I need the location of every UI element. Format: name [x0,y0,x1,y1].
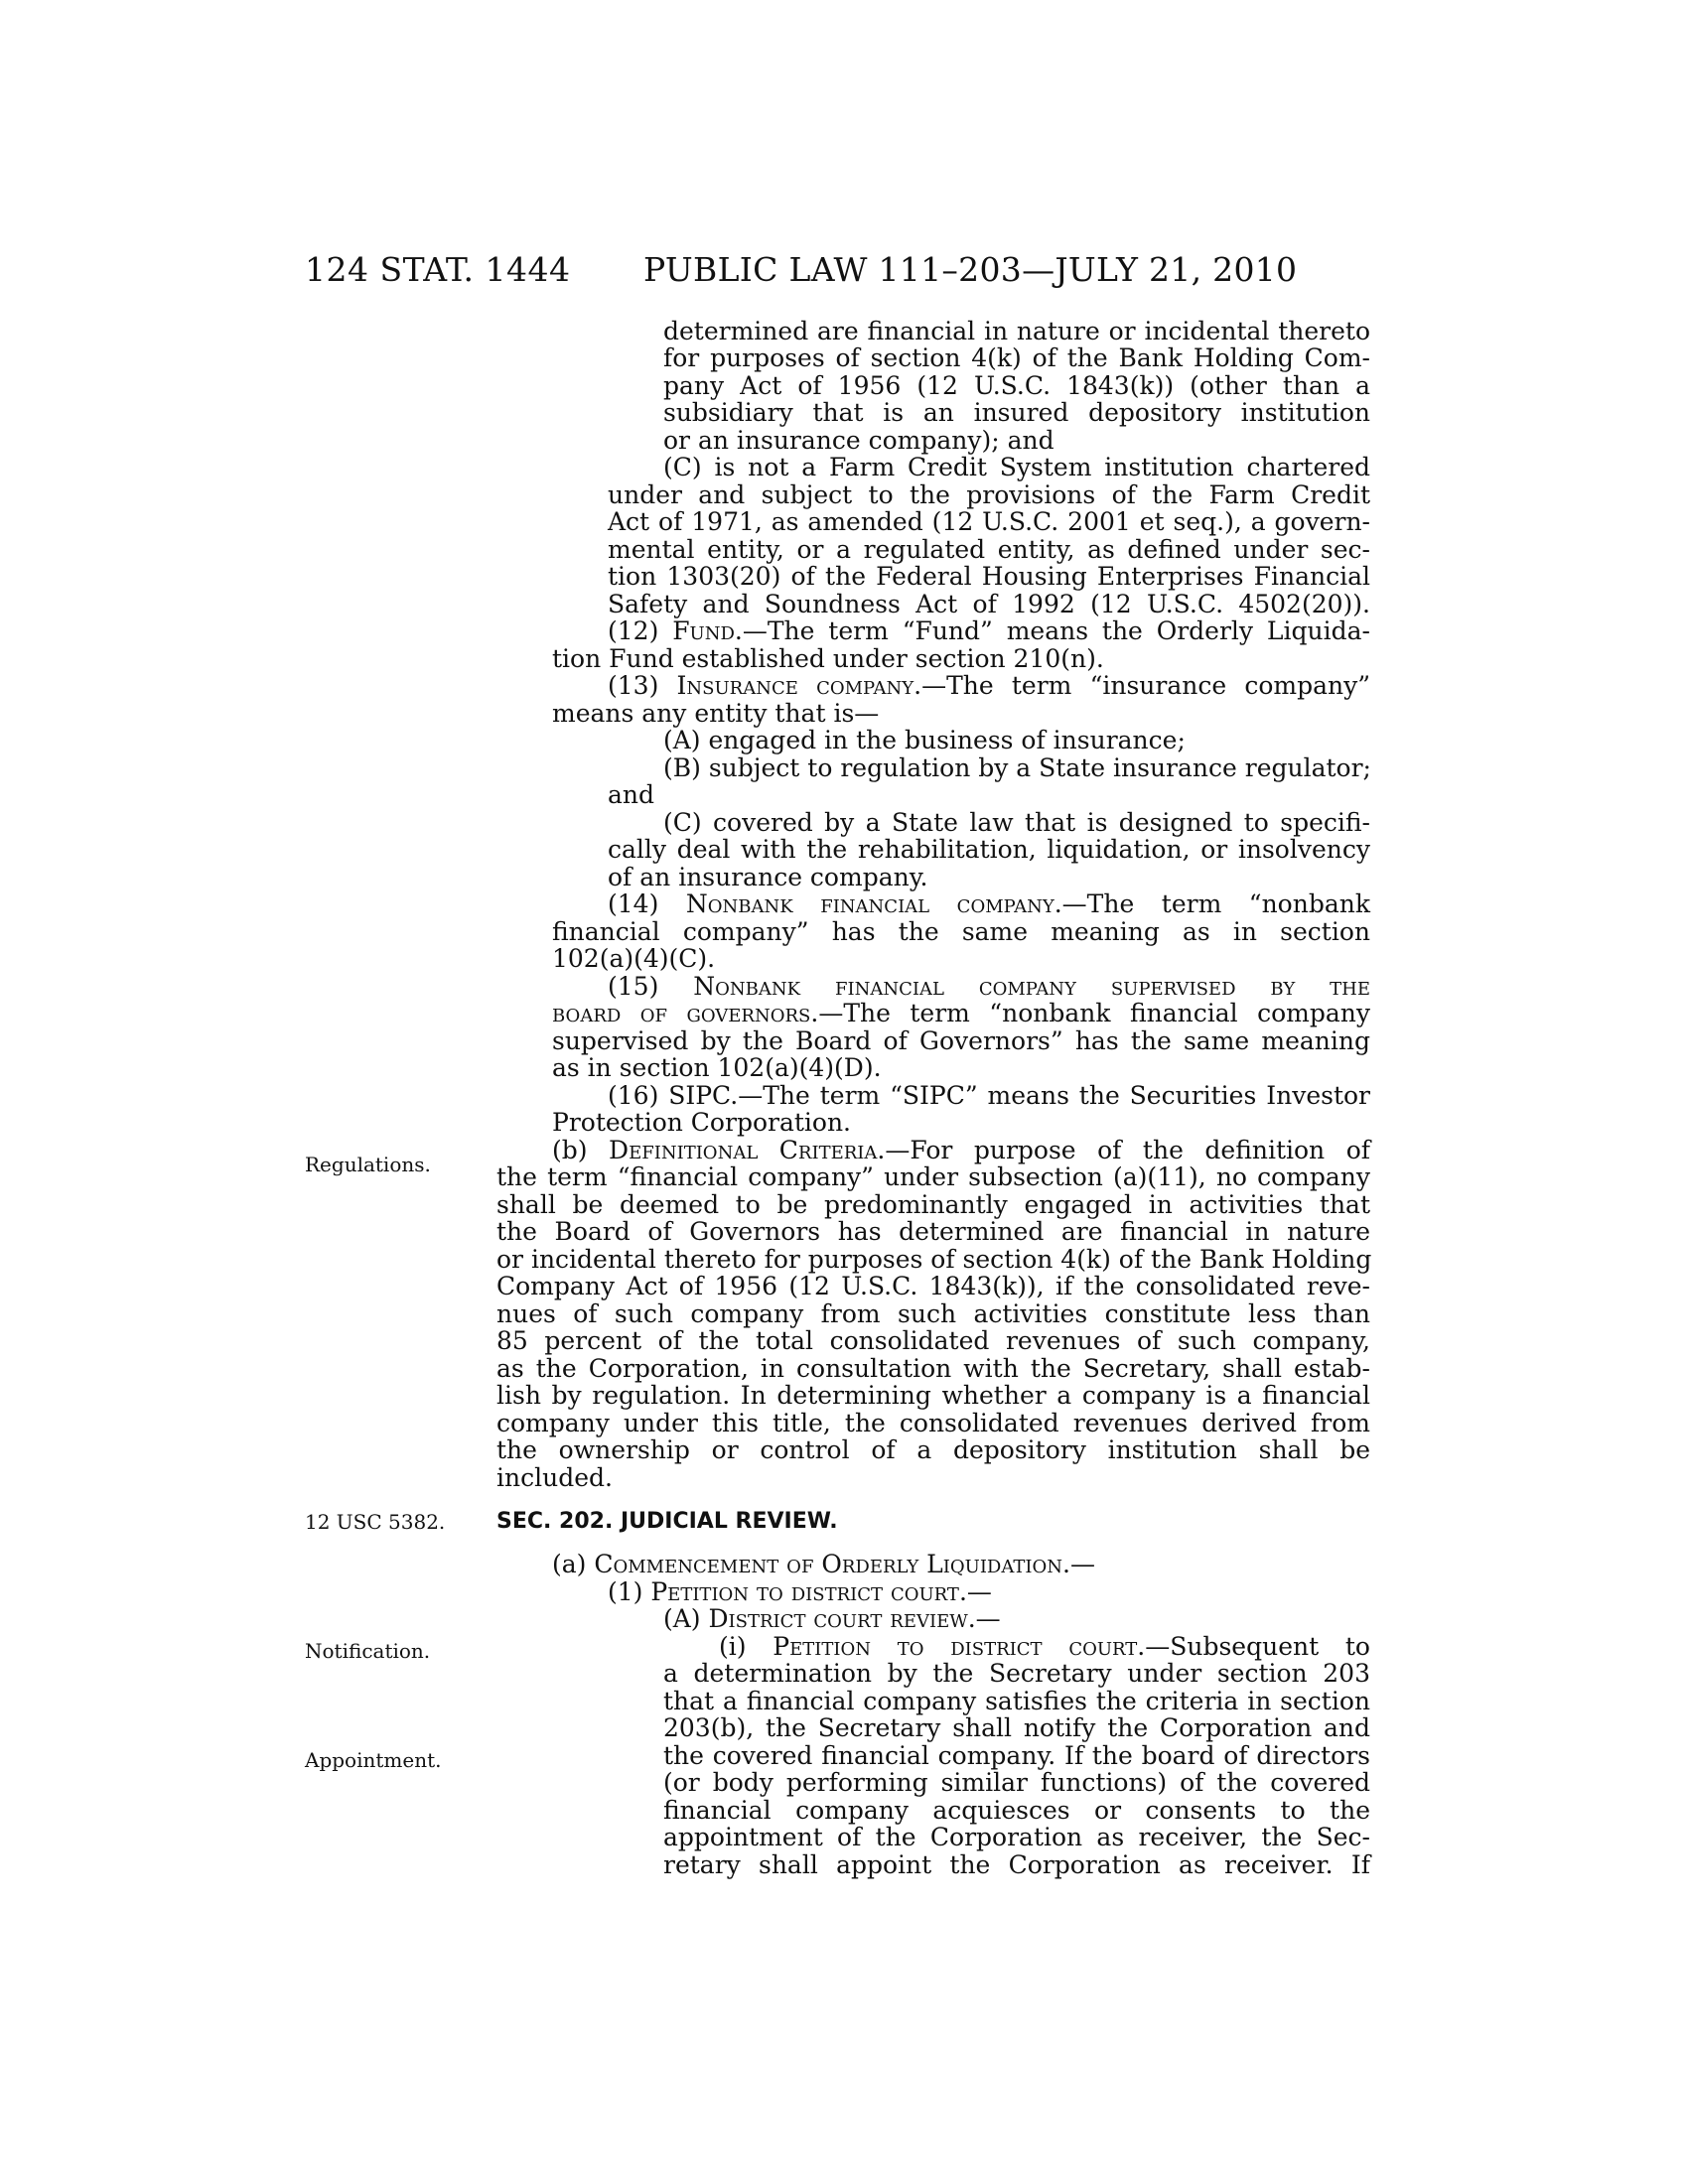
body-line: Protection Corporation. [552,1108,851,1137]
body-line: that a financial company satisfies the criteria in section [663,1687,1370,1715]
body-line: or incidental thereto for purposes of section 4(k) of the Bank Holding [496,1245,1372,1274]
definition-15: (15) Nonbank financial company supervised by the [608,972,1370,1001]
body-line: included. [496,1463,613,1492]
body-line: appointment of the Corporation as receiver, the Sec- [663,1823,1370,1851]
body-line: company under this title, the consolidated revenues derived from [496,1409,1370,1437]
subparagraph-a-heading: (A) District court review.— [663,1604,1001,1633]
body-line: or an insurance company); and [663,426,1055,455]
body-line: Company Act of 1956 (12 U.S.C. 1843(k)), if the consolidated reve- [496,1272,1370,1300]
running-head-title: PUBLIC LAW 111–203—JULY 21, 2010 [643,250,1298,289]
body-line: Safety and Soundness Act of 1992 (12 U.S.C. 4502(20)). [608,590,1370,618]
paragraph-1-heading: (1) Petition to district court.— [608,1577,992,1606]
body-line: mental entity, or a regulated entity, as defined under sec- [608,535,1370,564]
margin-note-regulations: Regulations. [305,1153,431,1176]
margin-note-appointment: Appointment. [305,1748,442,1772]
page-stat-number: 124 STAT. 1444 [305,250,571,289]
body-line: 85 percent of the total consolidated revenues of such company, [496,1326,1370,1355]
body-line: financial company acquiesces or consents to the [663,1796,1370,1825]
body-line: (C) is not a Farm Credit System institution chartered [663,453,1370,481]
body-line: (A) engaged in the business of insurance; [663,726,1186,754]
body-line: means any entity that is— [552,699,880,728]
body-line: the Board of Governors has determined are financial in nature [496,1217,1370,1246]
body-line: the covered financial company. If the board of directors [663,1741,1370,1770]
body-line: the term “financial company” under subsection (a)(11), no company [496,1162,1370,1191]
body-line: shall be deemed to be predominantly engaged in activities that [496,1190,1370,1219]
body-line: Act of 1971, as amended (12 U.S.C. 2001 et seq.), a govern- [608,507,1370,536]
margin-note-notification: Notification. [305,1639,431,1663]
body-line: lish by regulation. In determining whether a company is a financial [496,1381,1370,1410]
body-line: tion Fund established under section 210(n). [552,644,1104,673]
clause-i-heading: (i) Petition to district court.—Subsequent to [719,1632,1370,1661]
definition-12: (12) Fund.—The term “Fund” means the Orderly Liquida- [608,616,1370,645]
body-line: financial company” has the same meaning as in section [552,917,1370,946]
body-line: supervised by the Board of Governors” has the same meaning [552,1026,1370,1055]
body-line: 102(a)(4)(C). [552,944,716,973]
body-line: determined are financial in nature or incidental thereto [663,317,1370,345]
body-line: subsidiary that is an insured depository institution [663,398,1370,427]
body-line: for purposes of section 4(k) of the Bank Holding Com- [663,343,1370,372]
body-line: pany Act of 1956 (12 U.S.C. 1843(k)) (other than a [663,371,1370,400]
body-line: a determination by the Secretary under section 203 [663,1659,1370,1688]
body-line: (C) covered by a State law that is designed to specifi- [663,808,1370,837]
body-line: nues of such company from such activities constitute less than [496,1299,1370,1328]
body-line: tion 1303(20) of the Federal Housing Enterprises Financial [608,562,1370,591]
definition-13: (13) Insurance company.—The term “insurance company” [608,671,1371,700]
body-line: retary shall appoint the Corporation as receiver. If [663,1850,1370,1879]
body-line: under and subject to the provisions of the Farm Credit [608,480,1370,509]
definition-14: (14) Nonbank financial company.—The term “nonbank [608,889,1370,918]
margin-note-usc: 12 USC 5382. [305,1510,446,1534]
body-line: cally deal with the rehabilitation, liquidation, or insolvency [608,835,1370,864]
definition-16: (16) SIPC.—The term “SIPC” means the Securities Investor [608,1081,1370,1110]
body-line: and [608,780,655,809]
body-line: the ownership or control of a depository institution shall be [496,1435,1370,1464]
body-line: (B) subject to regulation by a State insurance regulator; [663,753,1371,782]
body-line: (or body performing similar functions) of the covered [663,1768,1370,1797]
body-line: of an insurance company. [608,863,928,891]
body-line: as the Corporation, in consultation with the Secretary, shall estab- [496,1354,1370,1383]
body-line: as in section 102(a)(4)(D). [552,1053,882,1082]
body-line: 203(b), the Secretary shall notify the Corporation and [663,1713,1370,1742]
section-heading: SEC. 202. JUDICIAL REVIEW. [496,1509,838,1534]
subsection-b-definitional-criteria: (b) Definitional Criteria.—For purpose of the definition of [552,1136,1370,1164]
subsection-a-heading: (a) Commencement of Orderly Liquidation.— [552,1550,1095,1578]
body-line: board of governors.—The term “nonbank financial company [552,999,1370,1027]
